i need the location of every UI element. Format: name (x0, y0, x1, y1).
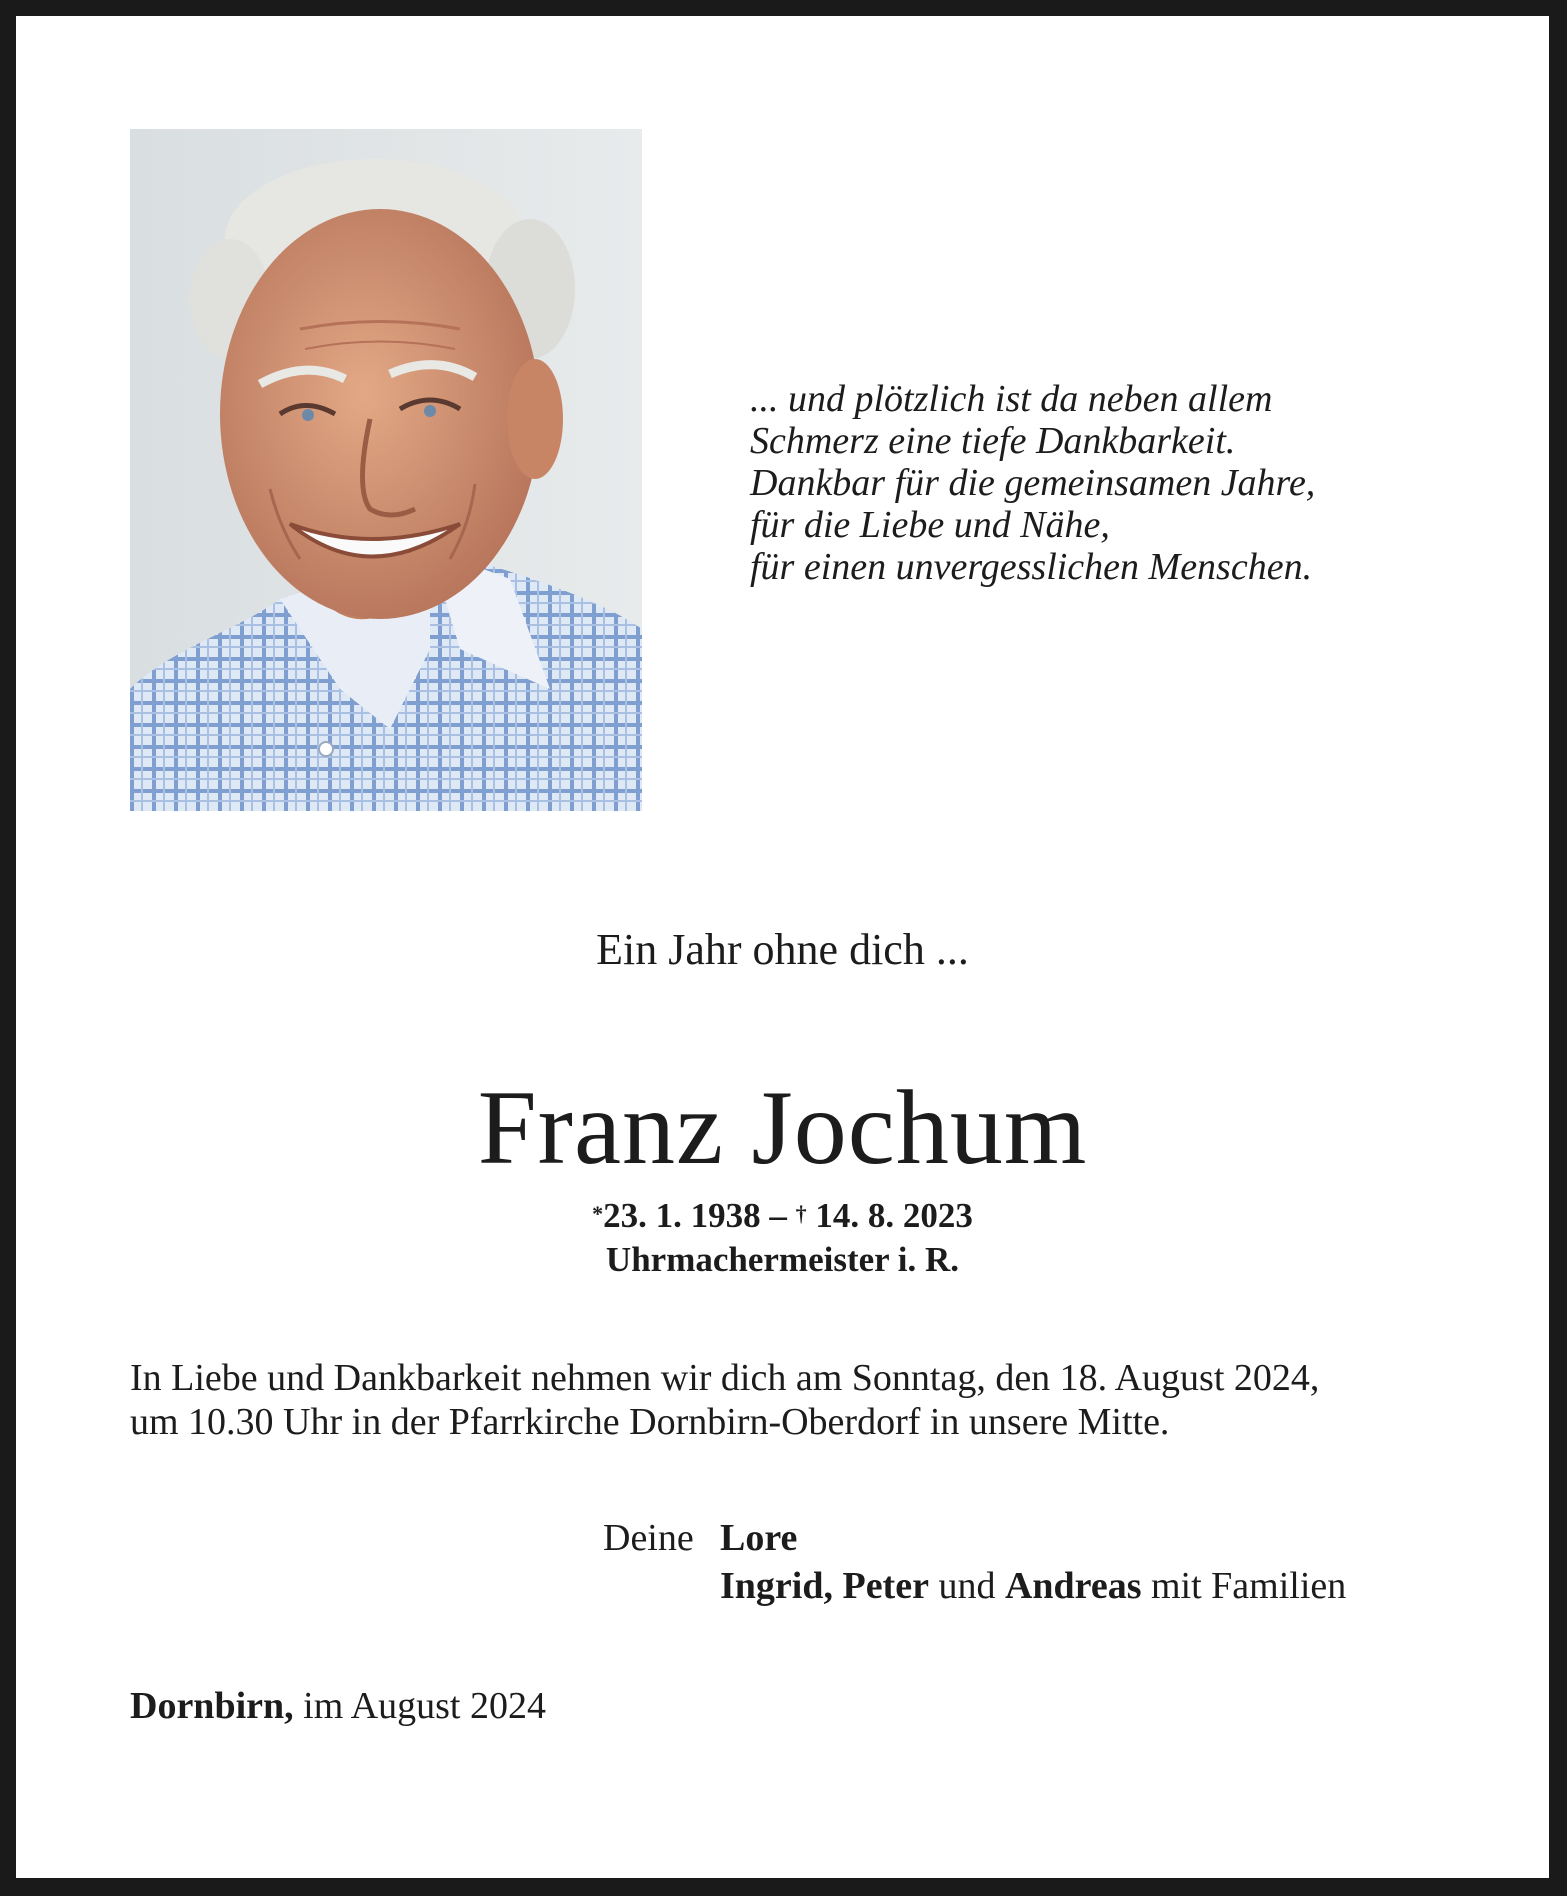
date-separator: – (760, 1196, 796, 1235)
announcement-line: um 10.30 Uhr in der Pfarrkirche Dornbirn-Oberdorf in unsere Mitte. (130, 1401, 1170, 1443)
quote-line: Schmerz eine tiefe Dankbarkeit. (750, 420, 1236, 462)
quote-line: Dankbar für die gemeinsamen Jahre, (750, 462, 1316, 504)
family-suffix: mit Familien (1141, 1565, 1347, 1607)
life-dates (16, 1196, 1549, 1236)
family-names-children: Ingrid, Peter (720, 1565, 929, 1607)
quote-line: ... und plötzlich ist da neben allem (750, 378, 1273, 420)
quote-line: für die Liebe und Nähe, (750, 504, 1110, 546)
birth-symbol: * (592, 1201, 604, 1226)
family-name-lore: Lore (720, 1517, 798, 1559)
intro-text: Ein Jahr ohne dich ... (596, 925, 969, 974)
portrait-illustration (130, 129, 642, 811)
profession: Uhrmachermeister i. R. (605, 1240, 960, 1279)
announcement-line: In Liebe und Dankbarkeit nehmen wir dich am Sonntag, den 18. August 2024, (130, 1357, 1320, 1399)
family-conjunction: und (928, 1565, 1005, 1607)
announcement-text (130, 1356, 1490, 1444)
place-month: im August 2024 (293, 1685, 546, 1727)
memorial-quote (750, 378, 1470, 588)
family-indent (603, 1562, 720, 1610)
quote-line: für einen unvergesslichen Menschen. (750, 546, 1313, 588)
deceased-name: Franz Jochum (477, 1069, 1088, 1186)
obituary-card (16, 16, 1549, 1878)
portrait-photo (130, 129, 642, 811)
birth-date: 23. 1. 1938 (603, 1196, 761, 1235)
place-date (130, 1684, 546, 1728)
place-city: Dornbirn, (130, 1685, 294, 1727)
death-date: 14. 8. 2023 (806, 1196, 973, 1235)
family-signature (603, 1514, 1346, 1610)
family-lead: Deine (603, 1517, 694, 1559)
death-symbol: † (795, 1201, 807, 1226)
family-name-andreas: Andreas (1004, 1565, 1142, 1607)
